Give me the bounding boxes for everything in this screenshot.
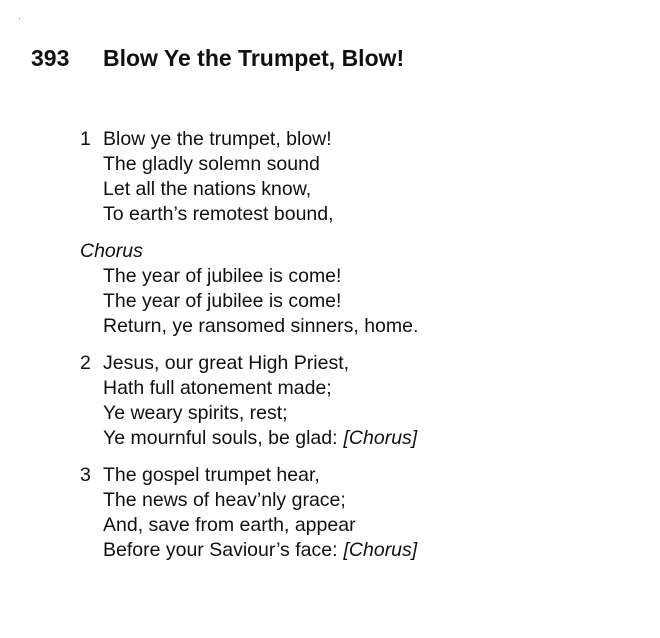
hymn-body xyxy=(80,127,418,575)
hymn-number: 393 xyxy=(31,45,70,71)
verse-text: Before your Saviour’s face: xyxy=(103,539,338,561)
verse-text: The news of heav’nly grace; xyxy=(103,489,346,511)
verse-line xyxy=(80,351,418,376)
chorus-line xyxy=(80,289,418,314)
verse-line xyxy=(80,426,418,451)
chorus-text: The year of jubilee is come! xyxy=(103,290,342,312)
verse-line xyxy=(80,463,418,488)
chorus-text: The year of jubilee is come! xyxy=(103,265,342,287)
verse-line xyxy=(80,488,418,513)
verse-line xyxy=(80,152,418,177)
verse-line xyxy=(80,202,418,227)
verse-text: The gospel trumpet hear, xyxy=(103,464,320,486)
verse-text: To earth’s remotest bound, xyxy=(103,203,334,225)
verse-text: Jesus, our great High Priest, xyxy=(103,352,350,374)
verse-text: Blow ye the trumpet, blow! xyxy=(103,128,332,150)
verse-line xyxy=(80,538,418,563)
stanza-number: 2 xyxy=(80,352,91,374)
chorus-line xyxy=(80,264,418,289)
stanza-number: 3 xyxy=(80,464,91,486)
stanza-2 xyxy=(80,351,418,451)
chorus-line xyxy=(80,314,418,339)
verse-line xyxy=(80,401,418,426)
hymn-header xyxy=(31,44,404,72)
chorus-reference: [Chorus] xyxy=(343,539,418,561)
hymn-title: Blow Ye the Trumpet, Blow! xyxy=(103,45,405,71)
chorus-block xyxy=(80,239,418,339)
verse-text: Let all the nations know, xyxy=(103,178,312,200)
chorus-text: Return, ye ransomed sinners, home. xyxy=(103,315,419,337)
verse-text: And, save from earth, appear xyxy=(103,514,356,536)
verse-line xyxy=(80,127,418,152)
stanza-number: 1 xyxy=(80,128,91,150)
corner-mark xyxy=(19,18,20,19)
verse-text: Hath full atonement made; xyxy=(103,377,332,399)
verse-text: The gladly solemn sound xyxy=(103,153,320,175)
chorus-reference: [Chorus] xyxy=(343,427,418,449)
verse-line xyxy=(80,177,418,202)
stanza-1 xyxy=(80,127,418,227)
verse-line xyxy=(80,513,418,538)
verse-line xyxy=(80,376,418,401)
verse-text: Ye mournful souls, be glad: xyxy=(103,427,338,449)
stanza-3 xyxy=(80,463,418,563)
chorus-heading xyxy=(80,239,418,264)
verse-text: Ye weary spirits, rest; xyxy=(103,402,288,424)
chorus-label: Chorus xyxy=(80,240,143,262)
